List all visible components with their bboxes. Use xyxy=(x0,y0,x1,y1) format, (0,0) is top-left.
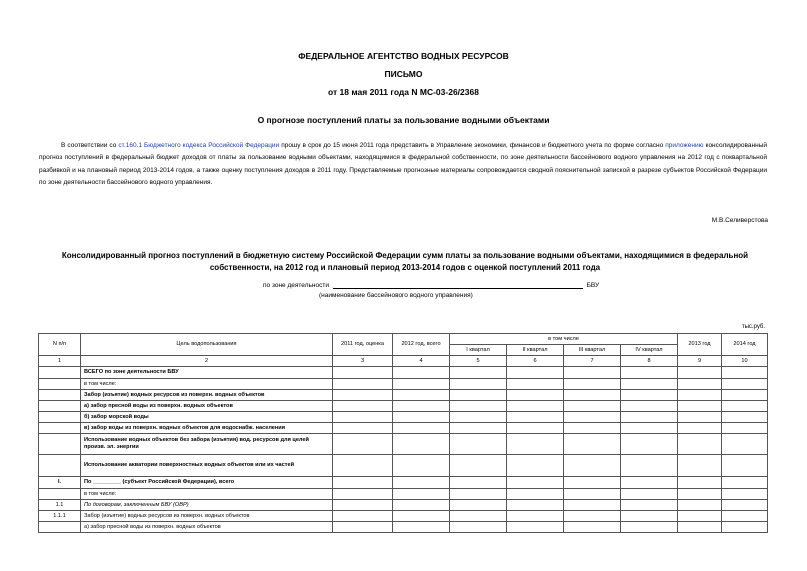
row-num xyxy=(39,489,81,500)
col-header-q3: III квартал xyxy=(564,345,621,356)
row-text: в том числе: xyxy=(81,489,333,500)
row-num xyxy=(39,423,81,434)
forecast-table xyxy=(38,333,768,533)
row-text: а) забор пресной воды из поверхн. водных объектов xyxy=(81,522,333,533)
row-num xyxy=(39,367,81,379)
row-text: По договорам, заключенным БВУ (ОВР) xyxy=(81,500,333,511)
col-number: 2 xyxy=(81,356,333,367)
row-text: ВСЕГО по зоне деятельности БВУ xyxy=(81,367,333,379)
intro-text-1: В соответствии со xyxy=(61,142,119,149)
row-num: I. xyxy=(39,477,81,489)
row-text: б) забор морской воды xyxy=(81,412,333,423)
row-text: Забор (изъятие) водных ресурсов из поверхн. водных объектов xyxy=(81,390,333,401)
signature: М.В.Селиверстова xyxy=(711,217,768,224)
col-number: 10 xyxy=(722,356,768,367)
col-header-2012: 2012 год, всего xyxy=(393,334,450,356)
row-text: Забор (изъятие) водных ресурсов из поверхн. водных объектов xyxy=(81,511,333,522)
units-label: тыс.руб. xyxy=(741,324,765,330)
intro-text-2: прошу в срок до 15 июня 2011 года представить в Управление экономики, финансов и бюджетного учета по форме согласно xyxy=(279,142,666,149)
table-row xyxy=(39,489,768,500)
row-text: Использование акватории поверхностных водных объектов или их частей xyxy=(81,455,333,477)
col-number: 8 xyxy=(621,356,678,367)
row-num xyxy=(39,522,81,533)
col-number: 3 xyxy=(333,356,393,367)
row-text: По _________ (субъект Российской Федерации), всего xyxy=(81,477,333,489)
zone-blank-line xyxy=(333,281,583,289)
col-header-q2: II квартал xyxy=(507,345,564,356)
row-num: 1.1 xyxy=(39,500,81,511)
row-num xyxy=(39,401,81,412)
column-numbers-row xyxy=(39,356,768,367)
doc-date-number: от 18 мая 2011 года N МС-03-26/2368 xyxy=(328,87,479,97)
table-row xyxy=(39,367,768,379)
col-header-q4: IV квартал xyxy=(621,345,678,356)
doc-type: ПИСЬМО xyxy=(384,69,423,79)
table-row xyxy=(39,412,768,423)
col-header-purpose: Цель водопользования xyxy=(81,334,333,356)
col-header-2013: 2013 год xyxy=(678,334,722,356)
table-row xyxy=(39,434,768,455)
zone-note: (наименование бассейнового водного управления) xyxy=(319,292,473,299)
table-row xyxy=(39,500,768,511)
col-number: 4 xyxy=(393,356,450,367)
doc-subject: О прогнозе поступлений платы за пользование водными объектами xyxy=(257,115,550,125)
col-number: 1 xyxy=(39,356,81,367)
col-number: 9 xyxy=(678,356,722,367)
row-num: 1.1.1 xyxy=(39,511,81,522)
col-header-q1: I квартал xyxy=(450,345,507,356)
row-num xyxy=(39,434,81,455)
table-row xyxy=(39,379,768,390)
intro-paragraph xyxy=(39,140,767,189)
row-text: Использование водных объектов без забора (изъятия) вод. ресурсов для целей произв. эл. энергии xyxy=(81,434,333,455)
zone-line xyxy=(263,281,599,289)
agency-title: ФЕДЕРАЛЬНОЕ АГЕНТСТВО ВОДНЫХ РЕСУРСОВ xyxy=(298,51,509,61)
row-num xyxy=(39,455,81,477)
form-title: Консолидированный прогноз поступлений в бюджетную систему Российской Федерации сумм платы за пользование водными объектами, находящимися в федеральной собственности, на 2012 год и плановый период 2013-2014 годов с оценкой поступлений 2011 года xyxy=(61,251,749,272)
intro-text-3: консолидированный прогноз поступлений в федеральный бюджет доходов от платы за пользование водными объектами, находящимися в федеральной собственности, по зоне деятельности бассейнового водного управления на 2012 год с поквартальной разбивкой и на плановый период 2013-2014 годов, а также оценку поступления доходов в 2011 году. Представляемые прогнозные материалы сопровождается сводной пояснительной запиской в разрезе субъектов Российской Федерации по зоне деятельности бассейнового водного управления. xyxy=(39,142,767,186)
table-row xyxy=(39,511,768,522)
col-header-2014: 2014 год xyxy=(722,334,768,356)
zone-suffix: БВУ xyxy=(586,282,600,289)
col-header-num: N п/п xyxy=(39,334,81,356)
header-row-1 xyxy=(39,334,768,345)
row-num xyxy=(39,379,81,390)
appendix-link[interactable]: приложению xyxy=(665,142,704,149)
table-row xyxy=(39,477,768,489)
row-text: в том числе: xyxy=(81,379,333,390)
table-row xyxy=(39,423,768,434)
col-header-2011: 2011 год, оценка xyxy=(333,334,393,356)
row-num xyxy=(39,390,81,401)
zone-prefix: по зоне деятельности xyxy=(263,282,329,289)
budget-code-link[interactable]: ст.160.1 Бюджетного кодекса Российской Федерации xyxy=(118,142,280,149)
table-row xyxy=(39,390,768,401)
col-header-including: в том числе xyxy=(450,334,678,345)
col-number: 6 xyxy=(507,356,564,367)
row-text: а) забор пресной воды из поверхн. водных объектов xyxy=(81,401,333,412)
col-number: 5 xyxy=(450,356,507,367)
table-row xyxy=(39,401,768,412)
table-row xyxy=(39,522,768,533)
table-row xyxy=(39,455,768,477)
row-text: в) забор воды из поверхн. водных объектов для водоснабж. населения xyxy=(81,423,333,434)
col-number: 7 xyxy=(564,356,621,367)
row-num xyxy=(39,412,81,423)
